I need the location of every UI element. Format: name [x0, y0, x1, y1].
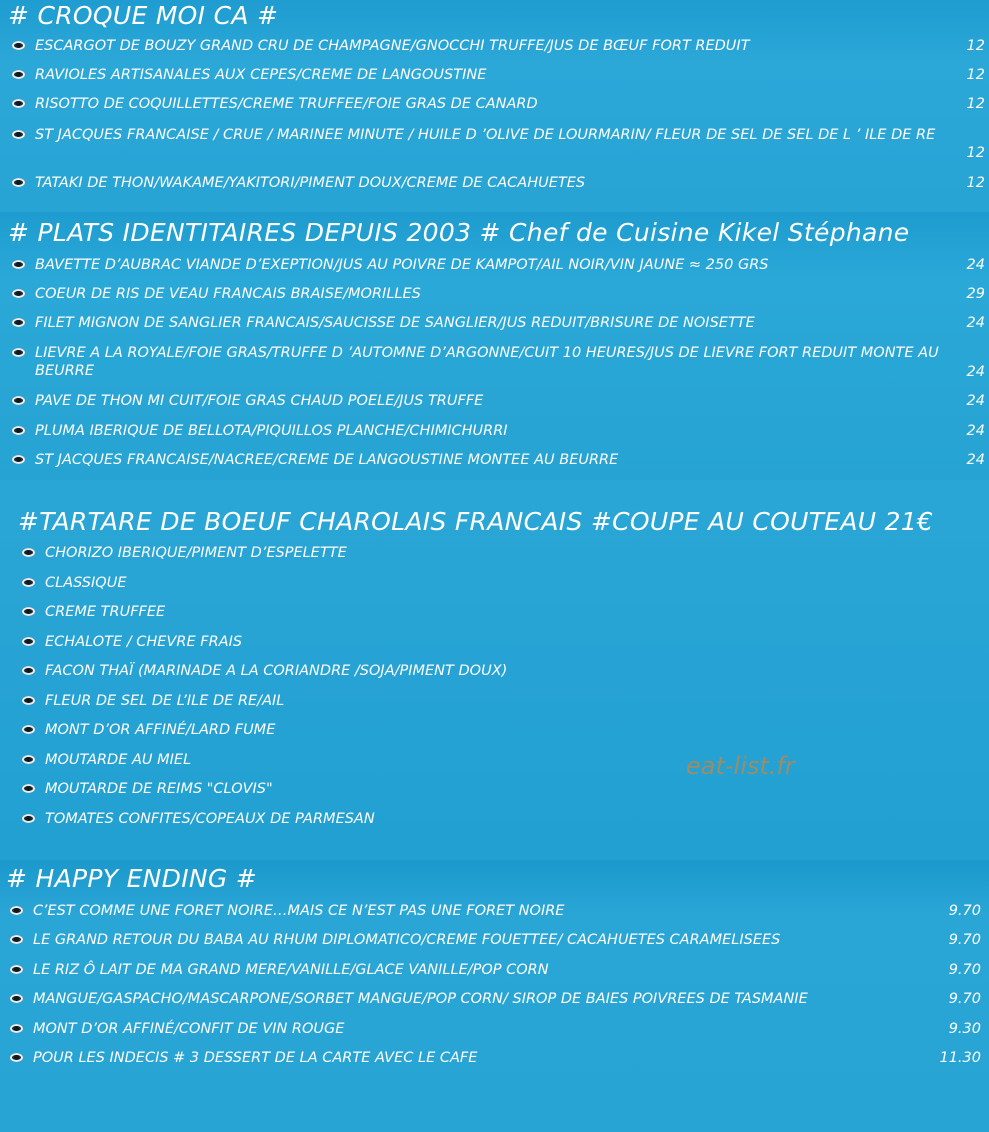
section-title: # CROQUE MOI CA #: [8, 1, 279, 30]
section-title: # HAPPY ENDING #: [6, 864, 258, 893]
eye-icon: [22, 548, 35, 557]
eye-icon: [22, 814, 35, 823]
item-price: 9.30: [948, 1021, 981, 1037]
eye-icon: [22, 607, 35, 616]
item-price: 12: [966, 38, 985, 54]
item-price: 24: [966, 452, 985, 468]
item-price: 24: [966, 393, 985, 409]
eye-icon: [12, 426, 25, 435]
item-price: 29: [966, 286, 985, 302]
eye-icon: [10, 935, 23, 944]
item-text: BAVETTE D’AUBRAC VIANDE D’EXEPTION/JUS AU POIVRE DE KAMPOT/AIL NOIR/VIN JAUNE ≈ 250 GRS: [35, 257, 769, 273]
menu-item: [0, 344, 989, 384]
eye-icon: [22, 666, 35, 675]
item-price: 12: [966, 96, 985, 112]
section-title: #TARTARE DE BOEUF CHAROLAIS FRANCAIS #COUPE AU COUTEAU 21€: [18, 507, 934, 536]
eye-icon: [22, 784, 35, 793]
item-text: POUR LES INDECIS # 3 DESSERT DE LA CARTE AVEC LE CAFE: [33, 1050, 478, 1066]
item-text: RAVIOLES ARTISANALES AUX CEPES/CREME DE LANGOUSTINE: [35, 67, 487, 83]
item-text: MOUTARDE DE REIMS "CLOVIS": [45, 781, 273, 797]
item-price: 11.30: [939, 1050, 981, 1066]
item-price: 9.70: [948, 932, 981, 948]
watermark: eat-list.fr: [686, 752, 795, 780]
eye-icon: [22, 755, 35, 764]
eye-icon: [12, 396, 25, 405]
eye-icon: [12, 130, 25, 139]
item-text: LE GRAND RETOUR DU BABA AU RHUM DIPLOMATICO/CREME FOUETTEE/ CACAHUETES CARAMELISEES: [33, 932, 781, 948]
eye-icon: [10, 994, 23, 1003]
item-text: ST JACQUES FRANCAISE / CRUE / MARINEE MINUTE / HUILE D ’OLIVE DE LOURMARIN/ FLEUR DE SEL DE SEL DE L ’ ILE DE RE: [35, 127, 936, 143]
eye-icon: [22, 578, 35, 587]
eye-icon: [10, 1053, 23, 1062]
item-text: ESCARGOT DE BOUZY GRAND CRU DE CHAMPAGNE/GNOCCHI TRUFFE/JUS DE BŒUF FORT REDUIT: [35, 38, 750, 54]
item-text: MONT D’OR AFFINÉ/CONFIT DE VIN ROUGE: [33, 1021, 345, 1037]
item-text: C’EST COMME UNE FORET NOIRE…MAIS CE N’EST PAS UNE FORET NOIRE: [33, 903, 565, 919]
item-price: 24: [966, 423, 985, 439]
item-price: 24: [966, 315, 985, 331]
item-price: 9.70: [948, 962, 981, 978]
eye-icon: [12, 289, 25, 298]
item-text: FACON THAÏ (MARINADE A LA CORIANDRE /SOJA/PIMENT DOUX): [45, 663, 508, 679]
eye-icon: [12, 99, 25, 108]
eye-icon: [10, 906, 23, 915]
eye-icon: [22, 637, 35, 646]
eye-icon: [10, 965, 23, 974]
item-price: 9.70: [948, 903, 981, 919]
item-text: FILET MIGNON DE SANGLIER FRANCAIS/SAUCISSE DE SANGLIER/JUS REDUIT/BRISURE DE NOISETTE: [35, 315, 755, 331]
item-price: 12: [966, 175, 985, 191]
item-price: 24: [966, 364, 985, 380]
eye-icon: [12, 348, 25, 357]
item-text: CHORIZO IBERIQUE/PIMENT D’ESPELETTE: [45, 545, 347, 561]
item-text: ST JACQUES FRANCAISE/NACREE/CREME DE LANGOUSTINE MONTEE AU BEURRE: [35, 452, 619, 468]
item-text: ECHALOTE / CHEVRE FRAIS: [45, 634, 243, 650]
item-text: TATAKI DE THON/WAKAME/YAKITORI/PIMENT DOUX/CREME DE CACAHUETES: [35, 175, 586, 191]
eye-icon: [22, 725, 35, 734]
item-text: RISOTTO DE COQUILLETTES/CREME TRUFFEE/FOIE GRAS DE CANARD: [35, 96, 538, 112]
item-text: CREME TRUFFEE: [45, 604, 166, 620]
item-text: FLEUR DE SEL DE L’ILE DE RE/AIL: [45, 693, 285, 709]
item-text: TOMATES CONFITES/COPEAUX DE PARMESAN: [45, 811, 375, 827]
item-text: CLASSIQUE: [45, 575, 127, 591]
section-title: # PLATS IDENTITAIRES DEPUIS 2003 # Chef de Cuisine Kikel Stéphane: [8, 218, 910, 247]
item-price: 24: [966, 257, 985, 273]
item-price: 12: [966, 145, 985, 161]
item-price: 9.70: [948, 991, 981, 1007]
eye-icon: [12, 70, 25, 79]
item-text: PLUMA IBERIQUE DE BELLOTA/PIQUILLOS PLANCHE/CHIMICHURRI: [35, 423, 508, 439]
item-text: COEUR DE RIS DE VEAU FRANCAIS BRAISE/MORILLES: [35, 286, 421, 302]
eye-icon: [12, 260, 25, 269]
eye-icon: [22, 696, 35, 705]
eye-icon: [10, 1024, 23, 1033]
eye-icon: [12, 41, 25, 50]
item-text: LIEVRE A LA ROYALE/FOIE GRAS/TRUFFE D ’AUTOMNE D’ARGONNE/CUIT 10 HEURES/JUS DE LIEVRE FORT REDUIT MONTE AU BEURRE: [35, 345, 939, 379]
item-text: MANGUE/GASPACHO/MASCARPONE/SORBET MANGUE/POP CORN/ SIROP DE BAIES POIVREES DE TASMANIE: [33, 991, 808, 1007]
item-text: MOUTARDE AU MIEL: [45, 752, 192, 768]
eye-icon: [12, 318, 25, 327]
eye-icon: [12, 455, 25, 464]
eye-icon: [12, 178, 25, 187]
item-text: LE RIZ Ô LAIT DE MA GRAND MERE/VANILLE/GLACE VANILLE/POP CORN: [33, 962, 549, 978]
menu-item: [0, 126, 989, 166]
item-price: 12: [966, 67, 985, 83]
item-text: PAVE DE THON MI CUIT/FOIE GRAS CHAUD POELE/JUS TRUFFE: [35, 393, 484, 409]
item-text: MONT D’OR AFFINÉ/LARD FUME: [45, 722, 276, 738]
